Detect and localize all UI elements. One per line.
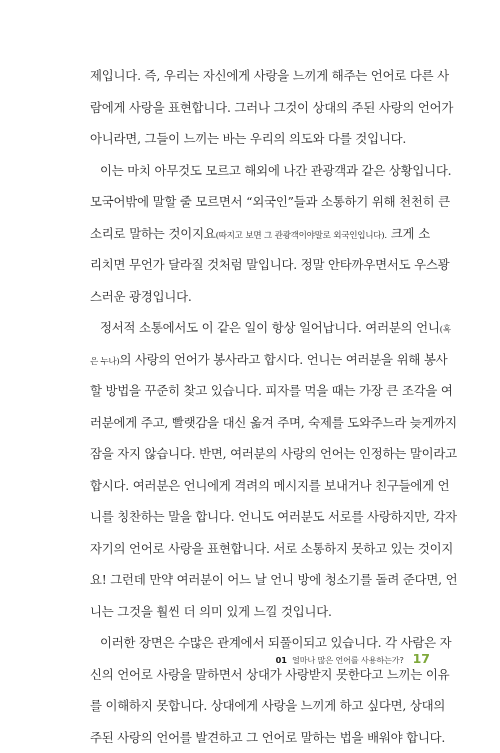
- text-line: 요! 그런데 만약 여러분이 어느 날 언니 방에 청소기를 돌려 준다면, 언: [90, 564, 430, 596]
- parenthetical-note: (혹: [440, 325, 451, 335]
- text-line: 를 이해하지 못합니다. 상대에게 사랑을 느끼게 하고 싶다면, 상대의: [90, 690, 430, 722]
- chapter-number: 01: [276, 655, 287, 665]
- paragraph-start-line: 이는 마치 아무것도 모르고 해외에 나간 관광객과 같은 상황입니다.: [90, 155, 430, 187]
- text-line: 잠을 자지 않습니다. 반면, 여러분의 사랑의 언어는 인정하는 말이라고: [90, 438, 430, 470]
- text-line: 모국어밖에 말할 줄 모르면서 “외국인”들과 소통하기 위해 천천히 큰: [90, 186, 430, 218]
- paragraph-start-line: [90, 312, 430, 344]
- text-line: 스러운 광경입니다.: [90, 281, 430, 313]
- text-line: 러분에게 주고, 빨랫감을 대신 옮겨 주며, 숙제를 도와주느라 늦게까지: [90, 407, 430, 439]
- parenthetical-note: (따지고 보면 그 관광객이야말로 외국인입니다).: [216, 231, 387, 241]
- text-segment: 정서적 소통에서도 이 같은 일이 항상 일어납니다. 여러분의 언니: [100, 320, 440, 335]
- text-line: 주된 사랑의 언어를 발견하고 그 언어로 말하는 법을 배워야 합니다.: [90, 722, 430, 753]
- text-line: 자기의 언어로 사랑을 표현합니다. 서로 소통하지 못하고 있는 것이지: [90, 533, 430, 565]
- text-segment: 의 사랑의 언어가 봉사라고 합시다. 언니는 여러분을 위해 봉사: [120, 352, 448, 367]
- text-line: [90, 218, 430, 250]
- text-segment: 소리로 말하는 것이지요: [90, 226, 216, 241]
- text-line: 니는 그것을 훨씬 더 의미 있게 느낄 것입니다.: [90, 596, 430, 628]
- chapter-title: 얼마나 많은 언어를 사용하는가?: [292, 655, 404, 666]
- text-line: 할 방법을 꾸준히 찾고 있습니다. 피자를 먹을 때는 가장 큰 조각을 여: [90, 375, 430, 407]
- text-line: 제입니다. 즉, 우리는 자신에게 사랑을 느끼게 해주는 언어로 다른 사: [90, 60, 430, 92]
- text-line: 니를 칭찬하는 말을 합니다. 언니도 여러분도 서로를 사랑하지만, 각자: [90, 501, 430, 533]
- text-line: 리치면 무언가 달라질 것처럼 말입니다. 정말 안타까우면서도 우스꽝: [90, 249, 430, 281]
- text-line: [90, 344, 430, 376]
- text-segment: 크게 소: [387, 226, 430, 241]
- page-number: 17: [413, 651, 430, 666]
- body-text: [90, 60, 430, 753]
- page-footer: [276, 651, 430, 666]
- parenthetical-note: 은 누나): [90, 357, 120, 367]
- text-line: 합시다. 여러분은 언니에게 격려의 메시지를 보내거나 친구들에게 언: [90, 470, 430, 502]
- text-line: 아니라면, 그들이 느끼는 바는 우리의 의도와 다를 것입니다.: [90, 123, 430, 155]
- paragraph-start-line: 이러한 장면은 수많은 관계에서 되풀이되고 있습니다. 각 사람은 자: [90, 627, 430, 659]
- text-line: 신의 언어로 사랑을 말하면서 상대가 사랑받지 못한다고 느끼는 이유: [90, 659, 430, 691]
- text-line: 람에게 사랑을 표현합니다. 그러나 그것이 상대의 주된 사랑의 언어가: [90, 92, 430, 124]
